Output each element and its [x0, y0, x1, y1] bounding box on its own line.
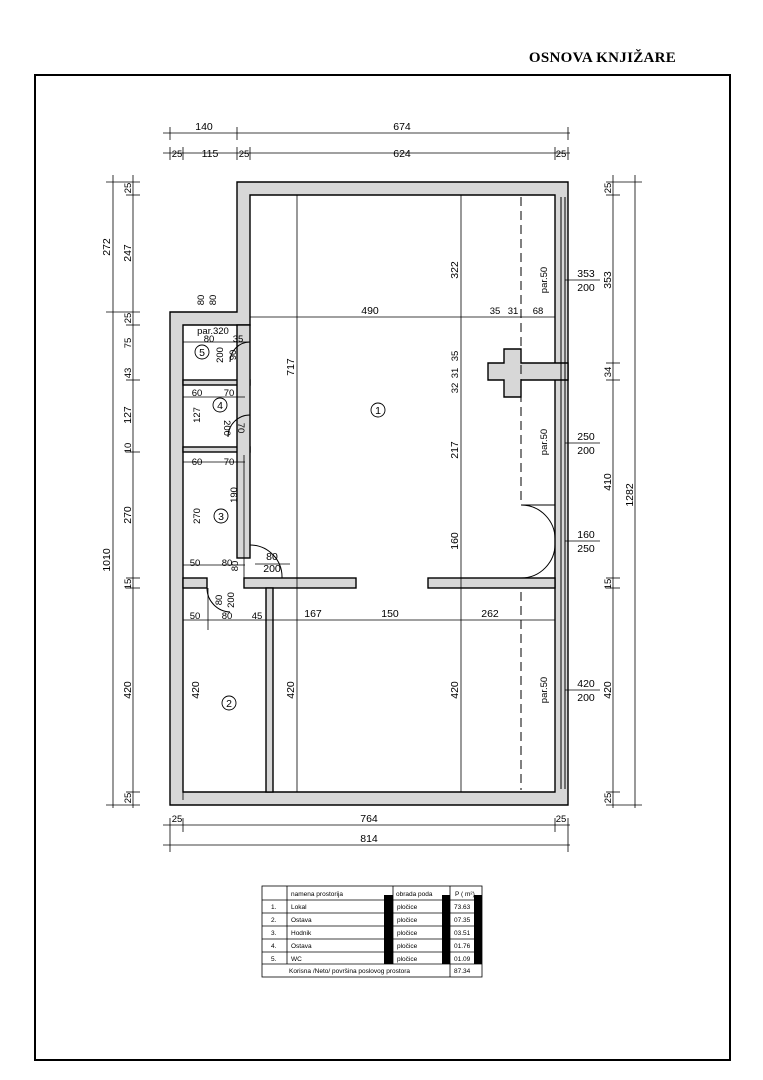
dim-c5-35: 35	[232, 334, 244, 345]
dim-c4-200v: 200	[221, 420, 232, 436]
dim-c4-70: 70	[223, 388, 235, 399]
dim-c-80c: 80	[221, 558, 233, 569]
dim-left-272: 272	[101, 238, 113, 256]
dim-c3-70: 70	[223, 457, 235, 468]
dim-c5-90: 90	[228, 349, 239, 361]
dim-c3-60: 60	[191, 457, 203, 468]
window1-height: 200	[577, 282, 595, 294]
dim-i-35: 35	[489, 306, 501, 317]
room-labels	[195, 345, 385, 710]
window2-width: 250	[577, 431, 595, 443]
table-row-5-floor: pločice	[397, 956, 418, 963]
dim-l-420: 420	[122, 681, 134, 699]
table-row-5-name: WC	[291, 956, 302, 963]
dim-r-34: 34	[603, 366, 614, 378]
dim-i-262: 262	[481, 608, 499, 620]
parapet-1: par.50	[539, 266, 550, 294]
table-total-label: Korisna /Neto/ površina poslovog prostora	[289, 968, 411, 975]
dim-c5-80: 80	[203, 334, 215, 345]
room-3-label: 3	[218, 511, 224, 523]
dim-i-160: 160	[449, 532, 461, 550]
dim-i-32v: 32	[450, 382, 461, 394]
table-row-4-floor: pločice	[397, 943, 418, 950]
table-row-2-no: 2.	[271, 917, 277, 924]
dim-r-410: 410	[602, 473, 614, 491]
table-row-5-area: 01.09	[454, 956, 471, 963]
table-row-3-name: Hodnik	[291, 930, 312, 937]
dim-c-80v: 80	[230, 560, 241, 572]
dim-i-322: 322	[449, 261, 461, 279]
dim-l-25c: 25	[123, 792, 134, 804]
dim-top-25c: 25	[555, 149, 567, 160]
table-row-1-area: 73.63	[454, 904, 471, 911]
window3-width: 420	[577, 678, 595, 690]
table-total-value: 87.34	[454, 968, 471, 975]
dim-c-45: 45	[251, 611, 263, 622]
dim-left-1010: 1010	[101, 548, 113, 572]
door-width: 160	[577, 529, 595, 541]
dim-i-717: 717	[285, 358, 297, 376]
dim-c3-270: 270	[192, 508, 203, 524]
table-row-3-area: 03.51	[454, 930, 471, 937]
partition-lower-right	[428, 578, 555, 588]
dim-i-217: 217	[449, 441, 461, 459]
dim-top-25b: 25	[238, 149, 250, 160]
dim-top-115: 115	[201, 148, 219, 160]
table-header-area: P ( m²)	[455, 891, 475, 898]
area-table	[262, 886, 482, 977]
dim-right-1282: 1282	[624, 483, 636, 507]
dim-r-25a: 25	[603, 182, 614, 194]
dim-l-25b: 25	[123, 312, 134, 324]
dim-l-75: 75	[123, 337, 134, 349]
dim-c-80d: 80	[214, 594, 225, 606]
table-row-2-area: 07.35	[454, 917, 471, 924]
dim-c-50a: 50	[189, 558, 201, 569]
dim-l-247: 247	[122, 244, 134, 262]
doors	[207, 342, 555, 612]
dim-c-200d: 200	[226, 592, 237, 608]
dim-l-15: 15	[123, 578, 134, 590]
sheet-title: OSNOVA KNJIŽARE	[528, 50, 677, 66]
table-row-1-name: Lokal	[291, 904, 307, 911]
dim-c-80e: 80	[221, 611, 233, 622]
room-1-label: 1	[375, 405, 381, 417]
dim-l-270: 270	[122, 506, 134, 524]
dim-bot-814: 814	[360, 833, 378, 845]
dim-r-15: 15	[603, 578, 614, 590]
table-row-3-no: 3.	[271, 930, 277, 937]
dim-c4-127: 127	[192, 407, 203, 423]
dim-bot-25a: 25	[171, 814, 183, 825]
wc-parapet: par.320	[197, 326, 229, 337]
table-row-4-area: 01.76	[454, 943, 471, 950]
dim-top-674: 674	[393, 121, 411, 133]
sheet-border	[35, 75, 730, 1060]
dim-bot-764: 764	[360, 813, 378, 825]
door-height: 250	[577, 543, 595, 555]
dim-i-150: 150	[381, 608, 399, 620]
dim-r-25b: 25	[603, 792, 614, 804]
table-row-4-name: Ostava	[291, 943, 312, 950]
dim-i-31: 31	[507, 306, 519, 317]
table-row-4-no: 4.	[271, 943, 277, 950]
table-row-5-no: 5.	[271, 956, 277, 963]
window2-height: 200	[577, 445, 595, 457]
dim-i-490: 490	[361, 305, 379, 317]
parapet-3: par.50	[539, 676, 550, 704]
dim-l-43: 43	[123, 367, 134, 379]
corridor-door-height: 200	[263, 563, 281, 575]
window3-height: 200	[577, 692, 595, 704]
partition-hall-lower	[183, 578, 207, 588]
table-row-2-floor: pločice	[397, 917, 418, 924]
dim-bot-25b: 25	[555, 814, 567, 825]
dim-c4-70v: 70	[235, 422, 246, 434]
dim-i-31v: 31	[450, 367, 461, 379]
dim-top-25a: 25	[171, 149, 183, 160]
dim-i-35v: 35	[450, 350, 461, 362]
dim-c-50b: 50	[189, 611, 201, 622]
entrance-door	[521, 505, 555, 578]
partition-storage2-side	[266, 588, 273, 792]
dim-l-10: 10	[123, 442, 134, 454]
dim-i-420c: 420	[449, 681, 461, 699]
dim-top-140: 140	[195, 121, 213, 133]
parapet-2: par.50	[539, 428, 550, 456]
room-2-label: 2	[226, 698, 232, 710]
dim-i-68: 68	[532, 306, 544, 317]
room-5-label: 5	[199, 347, 205, 359]
table-row-1-floor: pločice	[397, 904, 418, 911]
dim-c-80b: 80	[208, 294, 219, 306]
window1-width: 353	[577, 268, 595, 280]
dim-i-167: 167	[304, 608, 322, 620]
dim-top-624: 624	[393, 148, 411, 160]
dim-r-353: 353	[602, 271, 614, 289]
dim-c4-60: 60	[191, 388, 203, 399]
table-row-1-no: 1.	[271, 904, 277, 911]
table-row-2-name: Ostava	[291, 917, 312, 924]
partition-lower-left	[244, 578, 356, 588]
dim-i-420a: 420	[190, 681, 202, 699]
room-4-label: 4	[217, 400, 223, 412]
dim-r-420: 420	[602, 681, 614, 699]
dim-c3-190: 190	[229, 487, 240, 503]
corridor-door-width: 80	[266, 551, 278, 563]
table-header-floor: obrada poda	[396, 891, 433, 898]
dim-l-127: 127	[122, 406, 134, 424]
table-row-3-floor: pločice	[397, 930, 418, 937]
dim-l-25a: 25	[123, 182, 134, 194]
dim-i-420b: 420	[285, 681, 297, 699]
dim-c5-200: 200	[215, 347, 226, 363]
dim-c-80a: 80	[196, 294, 207, 306]
table-header-name: namena prostorija	[291, 891, 344, 898]
